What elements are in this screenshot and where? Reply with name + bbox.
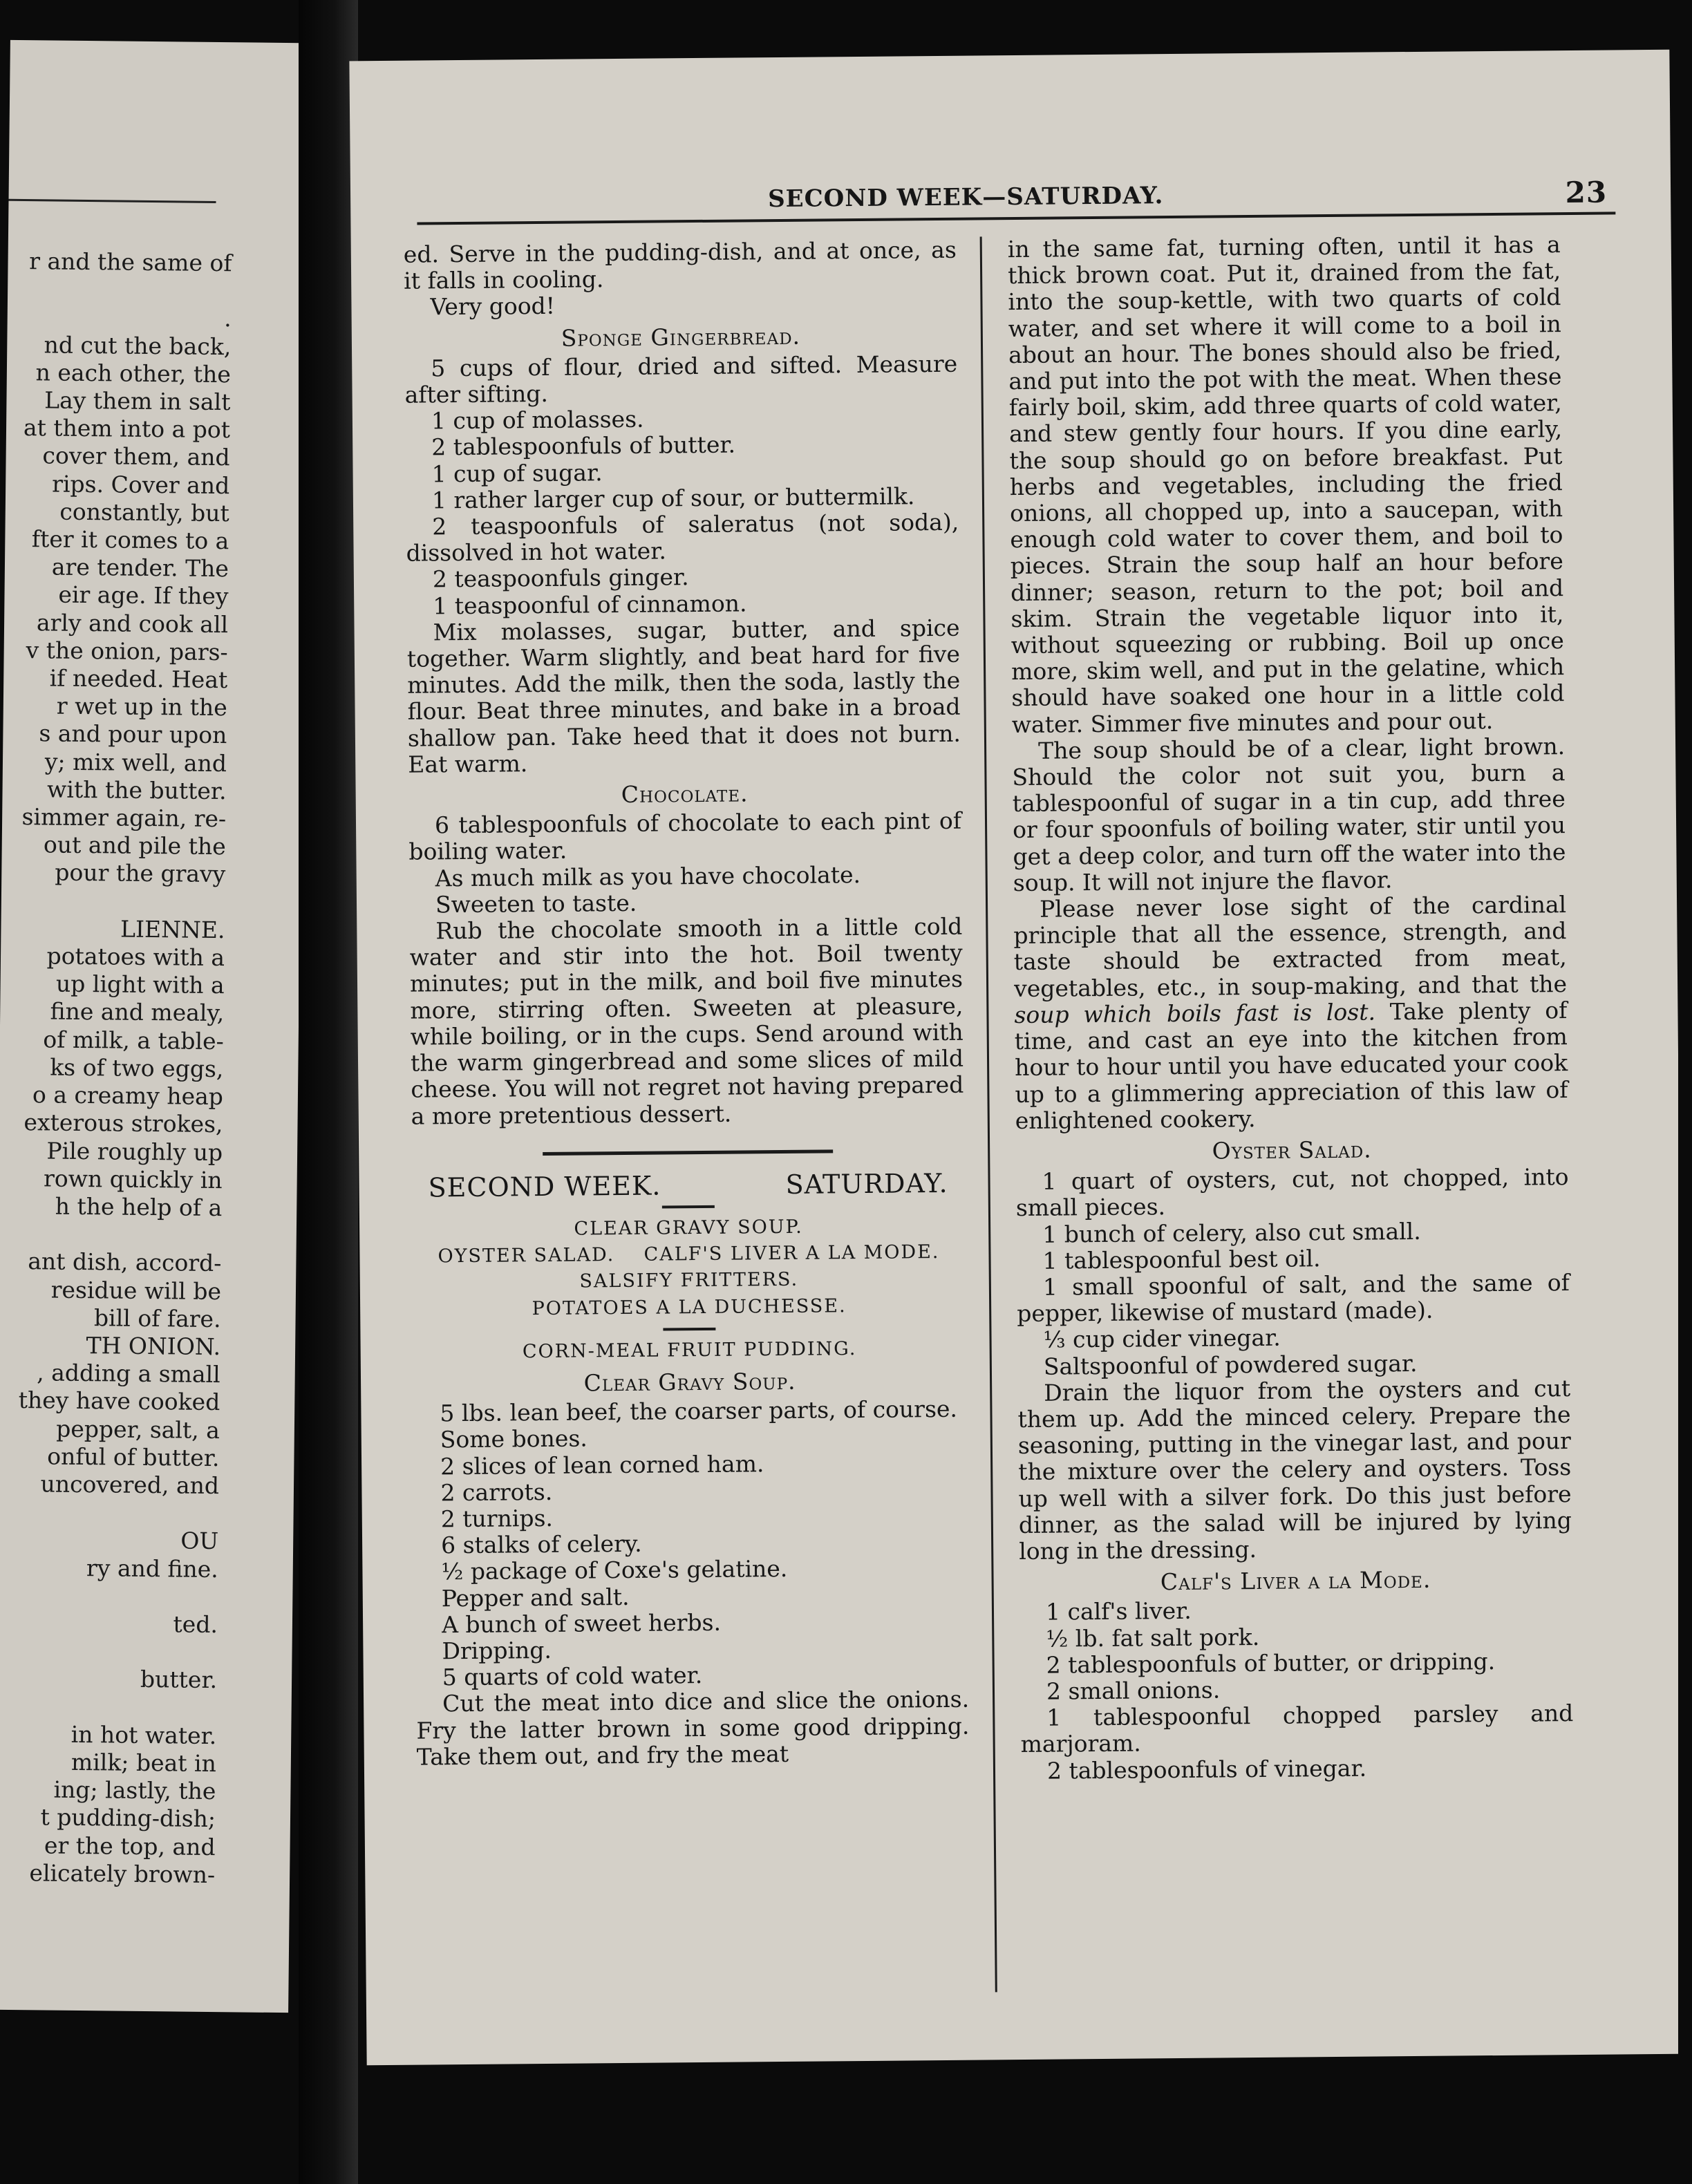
ingredient: 2 tablespoonfuls of butter. bbox=[431, 431, 736, 461]
facing-page-line: of milk, a table- bbox=[43, 1026, 224, 1055]
facing-page-line: er the top, and bbox=[44, 1832, 216, 1861]
facing-page-line: v the onion, pars- bbox=[26, 636, 228, 666]
ingredient: 1 quart of oysters, cut, not chopped, into small pieces. bbox=[1015, 1163, 1569, 1222]
facing-page-line: r and the same of bbox=[29, 247, 232, 277]
menu-line: OYSTER SALAD. CALF'S LIVER A LA MODE. bbox=[438, 1241, 940, 1268]
facing-page-line: r wet up in the bbox=[56, 692, 228, 722]
ingredient: A bunch of sweet herbs. bbox=[441, 1608, 722, 1639]
facing-page-line: in hot water. bbox=[70, 1720, 217, 1749]
book-page bbox=[349, 50, 1686, 2066]
menu-line: CLEAR GRAVY SOUP. bbox=[574, 1216, 803, 1240]
book-gutter bbox=[299, 0, 358, 2184]
ingredient: 5 cups of flour, dried and sifted. Measure after sifting. bbox=[404, 350, 958, 408]
ingredient: 2 carrots. bbox=[440, 1478, 553, 1507]
facing-page-line: eir age. If they bbox=[58, 581, 229, 610]
facing-page-line: out and pile the bbox=[43, 831, 226, 860]
facing-page-line: h the help of a bbox=[55, 1192, 223, 1222]
facing-page-line: fter it comes to a bbox=[31, 525, 229, 555]
facing-page-line: constantly, but bbox=[59, 498, 229, 527]
ingredient: 2 teaspoonfuls ginger. bbox=[432, 563, 689, 593]
ingredient: 1 tablespoonful best oil. bbox=[1042, 1244, 1321, 1274]
cardinal-italic: soup which boils fast is lost. bbox=[1014, 998, 1376, 1028]
facing-page-line: t pudding-dish; bbox=[40, 1803, 216, 1833]
facing-page-line: ry and fine. bbox=[86, 1554, 218, 1583]
ingredient: 2 small onions. bbox=[1046, 1676, 1221, 1705]
facing-page-text bbox=[0, 247, 232, 1889]
ingredient: 1 cup of molasses. bbox=[431, 405, 644, 435]
intro-text: ed. Serve in the pudding-dish, and at once, as it falls in cooling. bbox=[403, 236, 957, 294]
facing-page-line: y; mix well, and bbox=[44, 748, 227, 777]
intro-exclaim: Very good! bbox=[430, 292, 556, 321]
scan-border bbox=[1678, 0, 1692, 2184]
facing-page-line: potatoes with a bbox=[46, 942, 225, 972]
ingredient: 1 rather larger cup of sour, or buttermilk. bbox=[431, 482, 915, 514]
facing-page-line: rown quickly in bbox=[43, 1165, 223, 1194]
running-head: SECOND WEEK—SATURDAY. bbox=[767, 182, 1164, 214]
soup-method-continued: in the same fat, turning often, until it has a thick brown coat. Put it, drained from the fat, into the soup-kettle, with two quarts of cold water, and set where it will come to a boil in about an hour. The bones should also be fried, and put into the pot with the meat. When these fairly boil, skim, add three quarts of cold water, and stew gently four hours. If you dine early, the soup should go on before breakfast. Put herbs and vegetables, including the fried onions, all chopped up, into a saucepan, with enough cold water to cover them, and boil to pieces. Strain the soup half an hour before dinner; season, return to the pot; boil and skim. Strain the vegetable liquor into it, without squeezing or rubbing. Boil up once more, skim well, and put in the gelatine, which should have soaked one hour in a little cold water. Simmer five minutes and pour out. bbox=[1007, 231, 1565, 738]
ingredient: 1 calf's liver. bbox=[1045, 1597, 1192, 1626]
facing-page-line bbox=[0, 1498, 219, 1528]
facing-page-line: butter. bbox=[140, 1666, 218, 1694]
ingredient: 2 slices of lean corned ham. bbox=[440, 1449, 764, 1480]
section-divider bbox=[543, 1149, 833, 1156]
gravy-soup-method: Cut the meat into dice and slice the onions. Fry the latter brown in some good dripping. Take them out, and fry the meat bbox=[416, 1686, 970, 1771]
calfs-liver-title: Calf's Liver a la Mode. bbox=[1160, 1565, 1431, 1596]
ingredient: ⅓ cup cider vinegar. bbox=[1043, 1324, 1281, 1354]
facing-page-line bbox=[10, 275, 232, 305]
menu-rule bbox=[663, 1328, 715, 1331]
column-divider bbox=[980, 236, 997, 1992]
facing-page-line: OU bbox=[180, 1527, 219, 1555]
facing-page-line: bill of fare. bbox=[93, 1303, 221, 1333]
facing-page-line: pour the gravy bbox=[55, 859, 226, 888]
page-number: 23 bbox=[1565, 175, 1608, 210]
ingredient: Dripping. bbox=[442, 1636, 552, 1665]
facing-page-line: ant dish, accord- bbox=[28, 1248, 222, 1277]
facing-page-line: pepper, salt, a bbox=[56, 1415, 220, 1444]
facing-page-line: uncovered, and bbox=[40, 1470, 220, 1500]
facing-page-line: TH ONION. bbox=[86, 1331, 221, 1361]
facing-page-line: at them into a pot bbox=[23, 414, 231, 444]
ingredient: 5 lbs. lean beef, the coarser parts, of course. bbox=[440, 1395, 958, 1427]
menu-rule bbox=[662, 1205, 715, 1209]
facing-page-line: are tender. The bbox=[51, 553, 229, 583]
week-heading-left: SECOND WEEK. bbox=[428, 1170, 661, 1203]
facing-page-line: elicately brown- bbox=[29, 1859, 216, 1888]
facing-page-line: n each other, the bbox=[35, 359, 232, 388]
ingredient: Sweeten to taste. bbox=[435, 889, 637, 919]
ingredient: 2 tablespoonfuls of vinegar. bbox=[1046, 1754, 1367, 1785]
facing-page-line: ted. bbox=[173, 1610, 218, 1639]
facing-page-fragment bbox=[0, 40, 309, 2013]
facing-page-line: ing; lastly, the bbox=[53, 1776, 216, 1805]
facing-page-line: o a creamy heap bbox=[32, 1081, 224, 1111]
ingredient: Pepper and salt. bbox=[441, 1583, 630, 1612]
facing-page-line bbox=[0, 1581, 218, 1611]
facing-page-line: onful of butter. bbox=[46, 1442, 220, 1471]
ingredient: 6 stalks of celery. bbox=[440, 1529, 642, 1559]
chocolate-method: Rub the chocolate smooth in a little cold water and stir into the hot. Boil twenty minutes; put in the milk, and boil five minutes more, stirring often. Sweeten at pleasure, while boiling, or in the cups. Send around with the warm gingerbread and some slices of mild cheese. You will not regret not having prepared a more pretentious dessert. bbox=[409, 912, 964, 1130]
facing-page-line: up light with a bbox=[55, 970, 225, 999]
facing-page-line: fine and mealy, bbox=[50, 997, 225, 1027]
ingredient: ½ lb. fat salt pork. bbox=[1046, 1623, 1260, 1653]
ingredient: 1 small spoonful of salt, and the same of pepper, likewise of mustard (made). bbox=[1017, 1268, 1570, 1328]
ingredient: 2 turnips. bbox=[440, 1504, 554, 1533]
facing-page-line bbox=[4, 886, 225, 916]
facing-page-line: simmer again, re- bbox=[21, 803, 227, 833]
facing-page-line: , adding a small bbox=[37, 1359, 220, 1388]
ingredient: 1 tablespoonful chopped parsley and marjoram. bbox=[1020, 1700, 1574, 1758]
week-heading bbox=[411, 1169, 964, 1201]
facing-page-line: Pile roughly up bbox=[46, 1136, 223, 1166]
facing-page-line: nd cut the back, bbox=[44, 330, 232, 360]
facing-page-line: if needed. Heat bbox=[49, 664, 228, 694]
facing-page-line: Lay them in salt bbox=[44, 386, 231, 416]
ingredient: As much milk as you have chocolate. bbox=[435, 860, 861, 892]
soup-color-note: The soup should be of a clear, light brown. Should the color not suit you, burn a tablespoonful of sugar in a tin cup, add three or four spoonfuls of boiling water, stir until you get a deep color, and turn off the water into the soup. It will not injure the flavor. bbox=[1012, 732, 1566, 896]
facing-page-rule bbox=[8, 199, 216, 203]
ingredient: 5 quarts of cold water. bbox=[442, 1661, 703, 1691]
ingredient: 6 tablespoonfuls of chocolate to each pint of boiling water. bbox=[408, 807, 962, 866]
facing-page-line: they have cooked bbox=[18, 1386, 220, 1416]
facing-page-line: LIENNE. bbox=[120, 915, 225, 944]
ingredient: 1 bunch of celery, also cut small. bbox=[1042, 1217, 1421, 1248]
menu-line: CORN-MEAL FRUIT PUDDING. bbox=[522, 1337, 857, 1362]
sponge-gingerbread-title: Sponge Gingerbread. bbox=[561, 322, 801, 352]
facing-page-line: . bbox=[224, 305, 232, 332]
facing-page-line: ks of two eggs, bbox=[50, 1053, 224, 1083]
week-heading-right: SATURDAY. bbox=[785, 1167, 948, 1200]
sponge-method: Mix molasses, sugar, butter, and spice together. Warm slightly, and beat hard for five minutes. Add the milk, then the soda, lastly the flour. Beat three minutes, and bake in a broad shallow pan. Take heed that it does not burn. Eat warm. bbox=[406, 614, 961, 778]
facing-page-line: milk; beat in bbox=[70, 1748, 217, 1778]
ingredient: 2 tablespoonfuls of butter, or dripping. bbox=[1046, 1647, 1496, 1679]
cardinal-text: Take plenty of time, and cast an eye into the kitchen from hour to hour until you have educated your cook up to a glimmering appreciation of this law of enlightened cookery. bbox=[1014, 996, 1568, 1134]
cardinal-text: Please never lose sight of the cardinal principle that all the essence, strength, and taste should be extracted from meat, vegetables, etc., in soup-making, and that the bbox=[1013, 891, 1568, 1002]
left-column bbox=[404, 237, 970, 1771]
facing-page-line: residue will be bbox=[50, 1276, 222, 1305]
right-column bbox=[1008, 232, 1574, 1785]
facing-page-line bbox=[0, 1637, 218, 1667]
cardinal-principle bbox=[1013, 892, 1568, 1134]
facing-page-line: cover them, and bbox=[42, 442, 230, 471]
facing-page-line: rips. Cover and bbox=[52, 470, 230, 499]
menu-line: POTATOES A LA DUCHESSE. bbox=[532, 1295, 847, 1319]
menu-line: SALSIFY FRITTERS. bbox=[579, 1269, 799, 1292]
ingredient: ½ package of Coxe's gelatine. bbox=[441, 1555, 788, 1585]
oyster-salad-title: Oyster Salad. bbox=[1212, 1136, 1372, 1165]
ingredient: 2 teaspoonfuls of saleratus (not soda), dissolved in hot water. bbox=[406, 508, 959, 567]
facing-page-line bbox=[1, 1220, 222, 1250]
facing-page-line bbox=[0, 1692, 217, 1722]
facing-page-line: arly and cook all bbox=[36, 608, 229, 638]
ingredient: 1 cup of sugar. bbox=[431, 458, 603, 487]
ingredient: Saltspoonful of powdered sugar. bbox=[1043, 1349, 1418, 1380]
chocolate-title: Chocolate. bbox=[621, 780, 749, 809]
clear-gravy-soup-title: Clear Gravy Soup. bbox=[583, 1367, 796, 1397]
oyster-method: Drain the liquor from the oysters and cut them up. Add the minced celery. Prepare the seasoning, putting in the vinegar last, and pour the mixture over the celery and oysters. Toss up well with a silver fork. Do this just before dinner, as the salad will be injured by lying long in the dressing. bbox=[1017, 1374, 1572, 1565]
facing-page-line: exterous strokes, bbox=[24, 1109, 223, 1138]
facing-page-line: s and pour upon bbox=[39, 719, 227, 749]
ingredient: 1 teaspoonful of cinnamon. bbox=[433, 590, 747, 620]
facing-page-line: with the butter. bbox=[46, 775, 227, 805]
ingredient: Some bones. bbox=[440, 1424, 588, 1453]
